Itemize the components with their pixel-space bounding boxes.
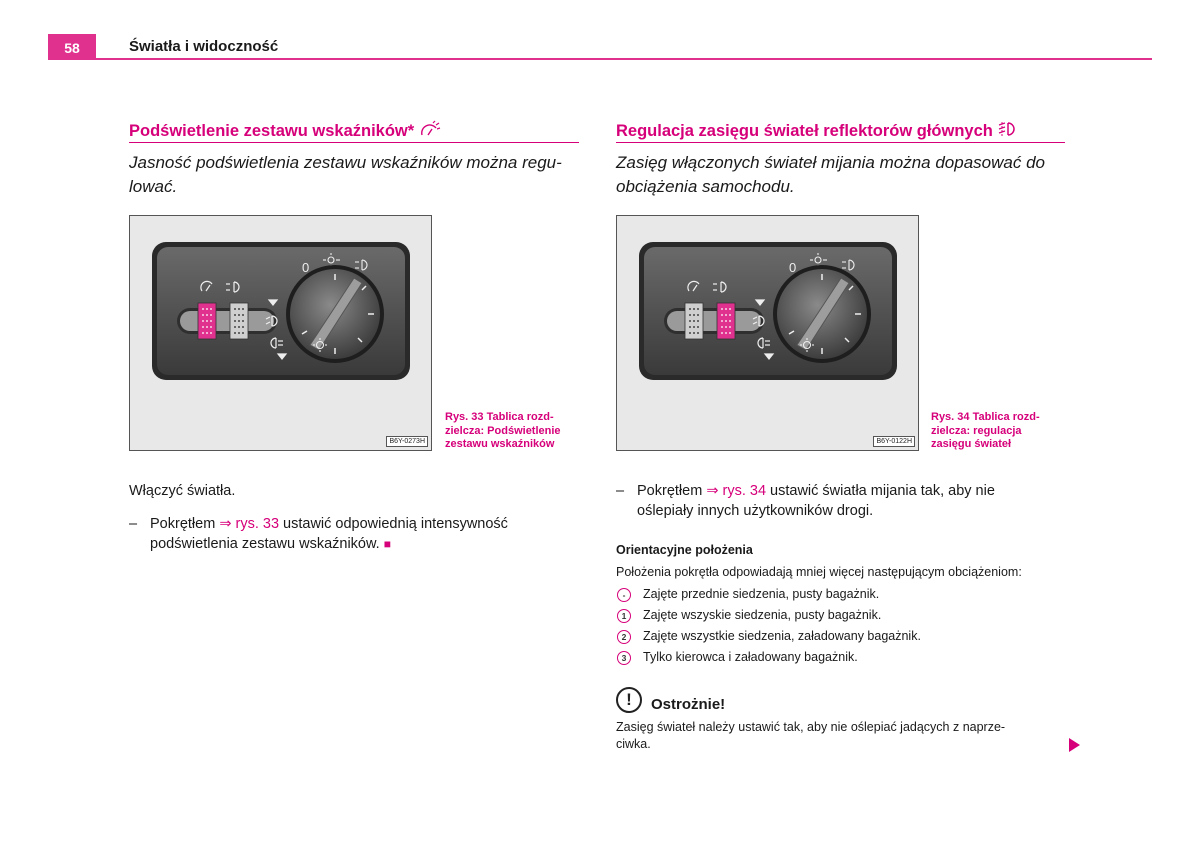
left-step-pre: Pokrętłem — [150, 516, 220, 532]
warning-line2: ciwka. — [616, 737, 651, 751]
headlight-range-icon — [997, 120, 1019, 138]
position-symbol-minus: - — [617, 588, 631, 602]
page-number: 58 — [48, 34, 96, 60]
right-lead — [616, 151, 1045, 199]
position-item-3: Tylko kierowca i załadowany bagażnik. — [643, 650, 858, 664]
position-symbol-1: 1 — [617, 609, 631, 623]
caption-34-line2: zielcza: regulacja — [931, 424, 1022, 437]
figure-33-code: B6Y-0273H — [386, 436, 428, 447]
warning-title: Ostrożnie! — [651, 696, 726, 713]
figure-33 — [129, 215, 432, 451]
caption-34-line3: zasięgu świateł — [931, 438, 1012, 450]
right-heading-text: Regulacja zasięgu świateł reflektorów głównych — [616, 122, 993, 140]
right-section-heading — [616, 120, 1019, 141]
right-heading-rule — [616, 142, 1065, 143]
left-step-line1 — [150, 514, 590, 534]
right-lead-line1: Zasięg włączonych świateł mijania można dopasować do — [616, 153, 1045, 172]
positions-subheading: Orientacyjne położenia — [616, 543, 753, 557]
off-position-label: 0 — [302, 260, 310, 275]
position-item-1: Zajęte wszyskie siedzenia, pusty bagażnik. — [643, 608, 882, 622]
right-step-dash: – — [616, 483, 625, 499]
left-lead-line1: Jasność podświetlenia zestawu wskaźników można regu- — [129, 153, 562, 172]
header-rule — [48, 58, 1152, 60]
right-step-line1 — [637, 481, 1077, 501]
end-of-section-mark: ■ — [383, 537, 391, 551]
light-switch-panel-illumination — [130, 216, 433, 452]
left-heading-text: Podświetlenie zestawu wskaźników* — [129, 122, 415, 140]
right-step-line2: oślepiały innych użytkowników drogi. — [637, 503, 874, 519]
left-section-heading — [129, 120, 441, 141]
warning-icon: ! — [616, 687, 642, 713]
left-step-arrow: ⇒ — [219, 516, 232, 532]
figure-34-caption — [931, 411, 1066, 452]
position-symbol-2: 2 — [617, 630, 631, 644]
positions-intro: Położenia pokrętła odpowiadają mniej więcej następującym obciążeniom: — [616, 565, 1022, 579]
figure-33-ref-link[interactable]: rys. 33 — [231, 516, 280, 532]
warning-text — [616, 719, 1005, 753]
right-step-pre: Pokrętłem — [637, 483, 707, 499]
position-item-2: Zajęte wszystkie siedzenia, załadowany bagażnik. — [643, 629, 921, 643]
position-item-minus: Zajęte przednie siedzenia, pusty bagażnik. — [643, 587, 880, 601]
left-step-line2 — [150, 534, 590, 554]
right-lead-line2: obciążenia samochodu. — [616, 177, 795, 196]
left-heading-rule — [129, 142, 579, 143]
left-step — [150, 514, 590, 554]
figure-34-code: B6Y-0122H — [873, 436, 915, 447]
left-body-intro: Włączyć światła. — [129, 483, 236, 499]
continue-arrow-icon[interactable] — [1069, 738, 1080, 752]
left-lead-line2: lować. — [129, 177, 178, 196]
figure-34 — [616, 215, 919, 451]
caption-33-line3: zestawu wskaźników — [445, 438, 555, 450]
position-symbol-3: 3 — [617, 651, 631, 665]
figure-33-caption — [445, 411, 580, 452]
right-step-post: ustawić światła mijania tak, aby nie — [766, 483, 995, 499]
warning-line1: Zasięg świateł należy ustawić tak, aby nie oślepiać jadących z naprze- — [616, 720, 1006, 734]
caption-33-line2: zielcza: Podświetlenie — [445, 424, 561, 437]
left-step-dash: – — [129, 516, 138, 532]
right-step — [637, 481, 1077, 521]
left-step-line2-text: podświetlenia zestawu wskaźników. — [150, 536, 380, 552]
caption-33-line1: Rys. 33 Tablica rozd- — [445, 411, 554, 423]
left-step-post: ustawić odpowiednią intensywność — [279, 516, 508, 532]
caption-34-line1: Rys. 34 Tablica rozd- — [931, 411, 1040, 423]
light-switch-panel-range — [617, 216, 920, 452]
left-lead — [129, 151, 562, 199]
instrument-illumination-icon — [419, 120, 441, 138]
right-step-arrow: ⇒ — [706, 483, 719, 499]
off-position-label-34: 0 — [789, 260, 797, 275]
running-title: Światła i widoczność — [129, 38, 279, 55]
figure-34-ref-link[interactable]: rys. 34 — [718, 483, 767, 499]
